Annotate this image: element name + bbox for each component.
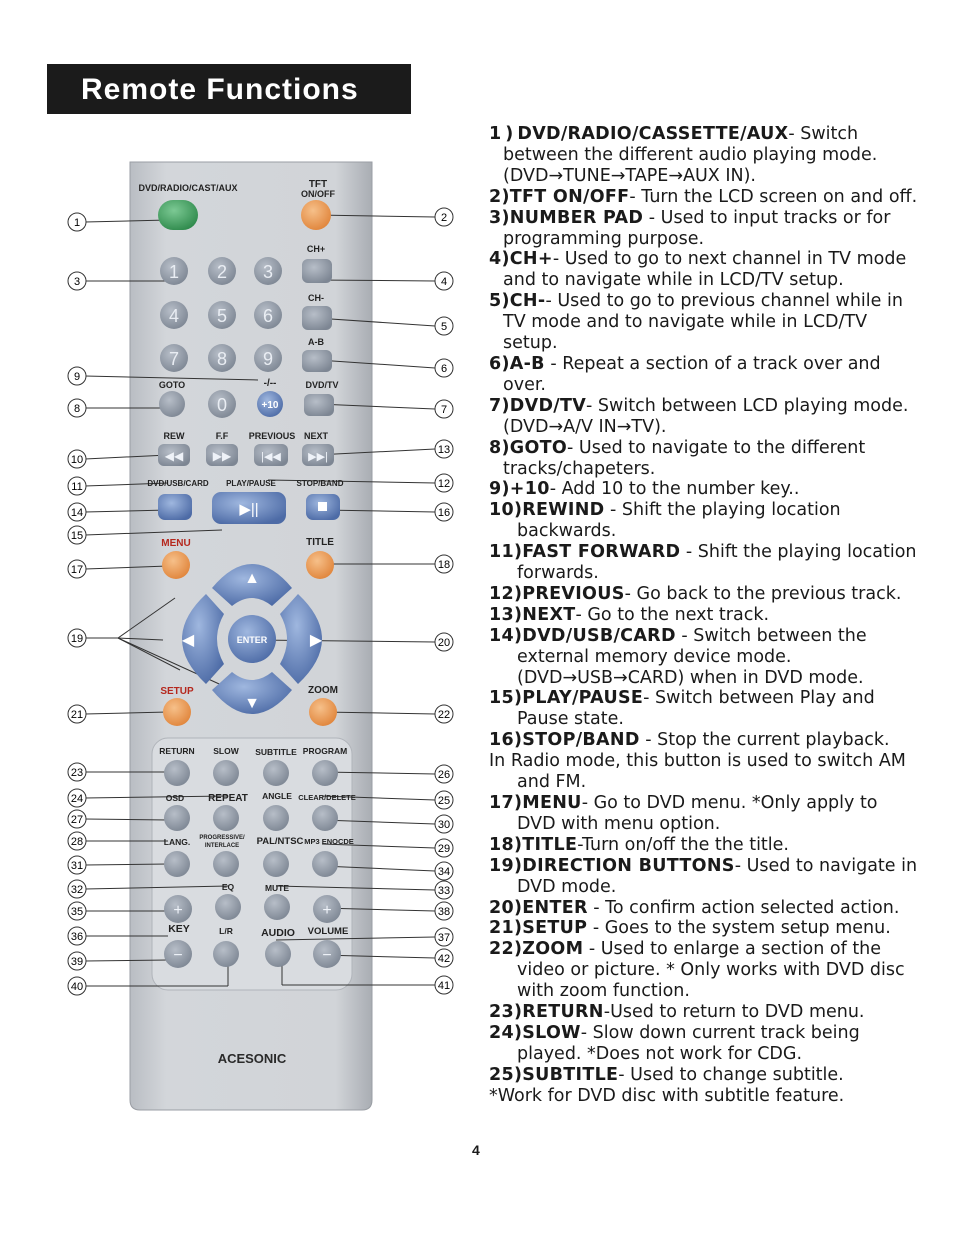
function-note: *Work for DVD disc with subtitle feature. <box>489 1085 845 1106</box>
svg-text:+10: +10 <box>261 400 279 411</box>
callout-30 <box>435 815 453 833</box>
ab-button <box>302 350 332 372</box>
svg-text:13: 13 <box>437 444 451 456</box>
play-pause-icon: ▶|| <box>239 501 259 518</box>
svg-text:−: − <box>322 947 332 964</box>
callout-28 <box>68 832 86 850</box>
tft-onoff-button <box>301 200 331 230</box>
label-dvd-usb-card: DVD/USB/CARD <box>147 479 209 488</box>
callout-25 <box>435 791 453 809</box>
svg-text:36: 36 <box>70 931 84 943</box>
function-entry: 6)A-B - Repeat a section of a track over and over. <box>489 353 881 395</box>
function-entry: 17)MENU- Go to DVD menu. *Only apply to DVD with menu option. <box>489 793 878 834</box>
callout-26 <box>435 765 453 783</box>
svg-text:7: 7 <box>168 349 180 369</box>
progressive-button <box>213 851 239 877</box>
svg-text:29: 29 <box>437 843 451 855</box>
callout-1 <box>68 213 86 231</box>
function-entry: 12)PREVIOUS- Go back to the previous track. <box>489 583 902 604</box>
callout-39 <box>68 952 86 970</box>
svg-text:4: 4 <box>440 276 448 288</box>
callout-20 <box>435 633 453 651</box>
svg-text:26: 26 <box>437 769 451 781</box>
ch-plus-button <box>302 259 332 283</box>
pal-ntsc-button <box>263 851 289 877</box>
function-entry: 20)ENTER - To confirm action selected action. <box>489 897 900 918</box>
callout-4 <box>435 272 453 290</box>
function-entry: 25)SUBTITLE- Used to change subtitle. <box>489 1064 844 1085</box>
callouts-left <box>68 213 86 995</box>
callout-23 <box>68 763 86 781</box>
svg-text:KEY: KEY <box>168 923 190 935</box>
label-plus10: -/-- <box>263 378 277 389</box>
svg-text:37: 37 <box>437 932 451 944</box>
label-tft-onoff: ON/OFF <box>301 189 335 199</box>
mute-button <box>264 894 290 920</box>
label-play-pause: PLAY/PAUSE <box>226 479 276 488</box>
function-entry: 24)SLOW- Slow down current track being played. *Does not work for CDG. <box>489 1022 860 1064</box>
svg-text:41: 41 <box>437 980 451 992</box>
function-entry: 1 ) DVD/RADIO/CASSETTE/AUX- Switch between the different audio playing mode. (DVD→TUNE→TAPE→AUX IN). <box>489 124 878 186</box>
program-button <box>312 760 338 786</box>
svg-text:14: 14 <box>70 507 84 519</box>
svg-text:RETURN: RETURN <box>159 746 195 756</box>
svg-text:VOLUME: VOLUME <box>307 926 349 937</box>
svg-text:40: 40 <box>70 981 84 993</box>
callout-21 <box>68 705 86 723</box>
callouts-right <box>435 208 453 994</box>
svg-text:35: 35 <box>70 906 84 918</box>
rew-icon: ◀◀ <box>164 449 184 463</box>
svg-text:16: 16 <box>437 507 451 519</box>
svg-text:21: 21 <box>70 709 84 721</box>
svg-text:22: 22 <box>437 709 451 721</box>
callout-8 <box>68 399 86 417</box>
previous-icon: |◀◀ <box>261 451 281 463</box>
osd-button <box>164 805 190 831</box>
function-entry: 13)NEXT- Go to the next track. <box>489 604 770 625</box>
function-entry: 8)GOTO- Used to navigate to the different tracks/chapeters. <box>489 437 866 479</box>
svg-text:7: 7 <box>440 404 448 416</box>
label-ab: A-B <box>308 337 324 347</box>
label-tft: TFT <box>308 179 328 190</box>
label-next: NEXT <box>303 431 329 441</box>
label-setup: SETUP <box>160 686 194 697</box>
svg-text:0: 0 <box>216 395 228 415</box>
svg-text:2: 2 <box>216 262 228 282</box>
svg-text:5: 5 <box>216 306 228 326</box>
brand-logo: ACESONIC <box>217 1051 287 1066</box>
function-entry: 10)REWIND - Shift the playing location backwards. <box>489 500 841 542</box>
svg-text:3: 3 <box>73 276 81 288</box>
svg-text:+: + <box>173 902 183 919</box>
svg-text:6: 6 <box>440 363 448 375</box>
svg-text:23: 23 <box>70 767 84 779</box>
callout-6 <box>435 359 453 377</box>
svg-text:INTERLACE: INTERLACE <box>204 843 240 849</box>
remote-illustration <box>0 0 480 1130</box>
svg-text:3: 3 <box>262 262 274 282</box>
svg-text:27: 27 <box>70 814 84 826</box>
function-entry: 11)FAST FORWARD - Shift the playing location forwards. <box>489 542 917 584</box>
label-stop-band: STOP/BAND <box>296 479 344 488</box>
function-entry: 2)TFT ON/OFF- Turn the LCD screen on and off. <box>489 186 918 207</box>
svg-text:▲: ▲ <box>244 570 260 587</box>
callout-38 <box>435 902 453 920</box>
svg-text:12: 12 <box>437 478 451 490</box>
svg-text:MP3 ENOCDE: MP3 ENOCDE <box>304 837 354 846</box>
svg-text:1: 1 <box>168 262 180 282</box>
label-ch-plus: CH+ <box>306 244 326 254</box>
setup-button <box>163 698 191 726</box>
svg-text:24: 24 <box>70 793 84 805</box>
label-previous: PREVIOUS <box>248 431 296 441</box>
subtitle-button <box>263 760 289 786</box>
svg-text:SUBTITLE: SUBTITLE <box>255 747 297 757</box>
callout-10 <box>68 450 86 468</box>
svg-text:11: 11 <box>71 481 83 493</box>
svg-text:AUDIO: AUDIO <box>261 927 295 939</box>
function-entry: 5)CH-- Used to go to previous channel while in TV mode and to navigate while in LCD/TV setup. <box>489 291 903 354</box>
svg-text:CLEAR/DELETE: CLEAR/DELETE <box>298 793 356 802</box>
page-title: Remote Functions <box>81 73 359 106</box>
callout-40 <box>68 977 86 995</box>
svg-text:6: 6 <box>262 306 274 326</box>
label-menu: MENU <box>161 538 191 549</box>
callout-37 <box>435 928 453 946</box>
goto-button <box>159 391 185 417</box>
svg-text:28: 28 <box>70 836 84 848</box>
label-goto: GOTO <box>158 380 186 390</box>
svg-text:9: 9 <box>262 349 274 369</box>
return-button <box>164 760 190 786</box>
lr-button <box>213 941 239 967</box>
svg-text:33: 33 <box>437 885 451 897</box>
svg-text:OSD: OSD <box>165 793 185 803</box>
svg-text:30: 30 <box>437 819 451 831</box>
svg-text:20: 20 <box>437 637 451 649</box>
title-button <box>306 551 334 579</box>
callout-7 <box>435 400 453 418</box>
svg-text:▶: ▶ <box>309 632 323 649</box>
svg-text:8: 8 <box>216 349 228 369</box>
repeat-button <box>213 805 239 831</box>
label-zoom: ZOOM <box>308 685 338 696</box>
function-entry: 22)ZOOM - Used to enlarge a section of the video or picture. * Only works with DVD disc with zoom function. <box>489 939 905 1002</box>
svg-text:17: 17 <box>70 564 84 576</box>
callout-22 <box>435 705 453 723</box>
label-dvd-radio-cast-aux: DVD/RADIO/CAST/AUX <box>138 183 238 193</box>
svg-text:EQ: EQ <box>221 882 235 892</box>
callout-24 <box>68 789 86 807</box>
svg-text:8: 8 <box>73 403 81 415</box>
angle-button <box>263 805 289 831</box>
svg-text:REPEAT: REPEAT <box>208 793 248 804</box>
callout-2 <box>435 208 453 226</box>
callout-34 <box>435 862 453 880</box>
svg-text:1: 1 <box>73 217 81 229</box>
callout-36 <box>68 927 86 945</box>
mp3-encode-button <box>312 851 338 877</box>
callout-32 <box>68 880 86 898</box>
svg-text:42: 42 <box>437 953 451 965</box>
next-icon: ▶▶| <box>308 451 328 463</box>
ch-minus-button <box>302 306 332 330</box>
stop-icon <box>318 502 327 511</box>
callout-16 <box>435 503 453 521</box>
label-ch-minus: CH- <box>308 293 324 303</box>
label-rew: REW <box>163 431 185 441</box>
svg-text:SLOW: SLOW <box>213 746 239 756</box>
callout-3 <box>68 272 86 290</box>
dvd-usb-card-button <box>158 494 192 520</box>
clear-delete-button <box>312 805 338 831</box>
callout-15 <box>68 526 86 544</box>
callout-35 <box>68 902 86 920</box>
svg-text:31: 31 <box>70 860 84 872</box>
svg-text:5: 5 <box>440 321 448 333</box>
svg-text:25: 25 <box>437 795 451 807</box>
dvd-radio-cast-aux-button <box>158 200 198 230</box>
svg-text:▼: ▼ <box>244 695 260 712</box>
svg-text:MUTE: MUTE <box>264 883 290 893</box>
callout-14 <box>68 503 86 521</box>
function-entry: 16)STOP/BAND - Stop the current playback. <box>489 730 890 751</box>
callout-11 <box>68 477 86 495</box>
svg-text:39: 39 <box>70 956 84 968</box>
label-dvd-tv: DVD/TV <box>305 380 339 390</box>
svg-text:10: 10 <box>70 454 84 466</box>
svg-text:15: 15 <box>70 530 84 542</box>
function-entry: 7)DVD/TV- Switch between LCD playing mode. (DVD→A/V IN→TV). <box>489 395 909 437</box>
function-entry: 9)+10- Add 10 to the number key.. <box>489 479 800 500</box>
function-entry: 15)PLAY/PAUSE- Switch between Play and Pause state. <box>489 688 875 730</box>
lang-button <box>164 851 190 877</box>
callout-31 <box>68 856 86 874</box>
svg-text:PROGRESSIVE/: PROGRESSIVE/ <box>199 835 245 841</box>
zoom-button <box>309 698 337 726</box>
svg-text:19: 19 <box>70 633 84 645</box>
svg-text:◀: ◀ <box>181 632 195 649</box>
function-entry: 4)CH+- Used to go to next channel in TV mode and to navigate while in LCD/TV setup. <box>489 249 907 291</box>
callout-19 <box>68 629 86 647</box>
svg-text:PROGRAM: PROGRAM <box>302 746 348 756</box>
callout-42 <box>435 949 453 967</box>
dvd-tv-button <box>304 394 334 416</box>
ff-icon: ▶▶ <box>212 449 232 463</box>
svg-text:L/R: L/R <box>219 926 233 936</box>
function-entry: 23)RETURN-Used to return to DVD menu. <box>489 1002 865 1023</box>
label-ff: F.F <box>215 431 229 441</box>
svg-text:PAL/NTSC: PAL/NTSC <box>256 836 304 847</box>
page-number: 4 <box>472 1142 480 1158</box>
svg-text:2: 2 <box>440 212 448 224</box>
function-entry: 21)SETUP - Goes to the system setup menu. <box>489 918 891 939</box>
callout-18 <box>435 555 453 573</box>
svg-text:LANG.: LANG. <box>163 837 191 847</box>
eq-button <box>215 894 241 920</box>
callout-17 <box>68 560 86 578</box>
svg-text:9: 9 <box>73 371 81 383</box>
function-entry: 3)NUMBER PAD - Used to input tracks or for programming purpose. <box>489 207 891 249</box>
callout-12 <box>435 474 453 492</box>
svg-text:18: 18 <box>437 559 451 571</box>
svg-text:38: 38 <box>437 906 451 918</box>
slow-button <box>213 760 239 786</box>
label-title: TITLE <box>306 537 334 548</box>
callout-27 <box>68 810 86 828</box>
audio-button <box>265 941 291 967</box>
callout-33 <box>435 881 453 899</box>
menu-button <box>162 551 190 579</box>
function-entry: 14)DVD/USB/CARD - Switch between the external memory device mode. (DVD→USB→CARD) when in DVD mode. <box>489 625 867 688</box>
callout-29 <box>435 839 453 857</box>
svg-text:34: 34 <box>437 866 451 878</box>
function-list <box>489 124 919 1107</box>
svg-text:−: − <box>173 947 183 964</box>
function-note: In Radio mode, this button is used to switch AM and FM. <box>489 751 906 793</box>
callout-5 <box>435 317 453 335</box>
function-entry: 18)TITLE-Turn on/off the the title. <box>489 834 789 855</box>
svg-text:4: 4 <box>168 306 180 326</box>
callout-9 <box>68 367 86 385</box>
callout-41 <box>435 976 453 994</box>
function-entry: 19)DIRECTION BUTTONS- Used to navigate in DVD mode. <box>489 855 918 897</box>
svg-text:+: + <box>322 902 332 919</box>
svg-text:ENTER: ENTER <box>236 635 268 645</box>
callout-13 <box>435 440 453 458</box>
svg-text:ANGLE: ANGLE <box>262 791 292 801</box>
svg-text:32: 32 <box>70 884 84 896</box>
